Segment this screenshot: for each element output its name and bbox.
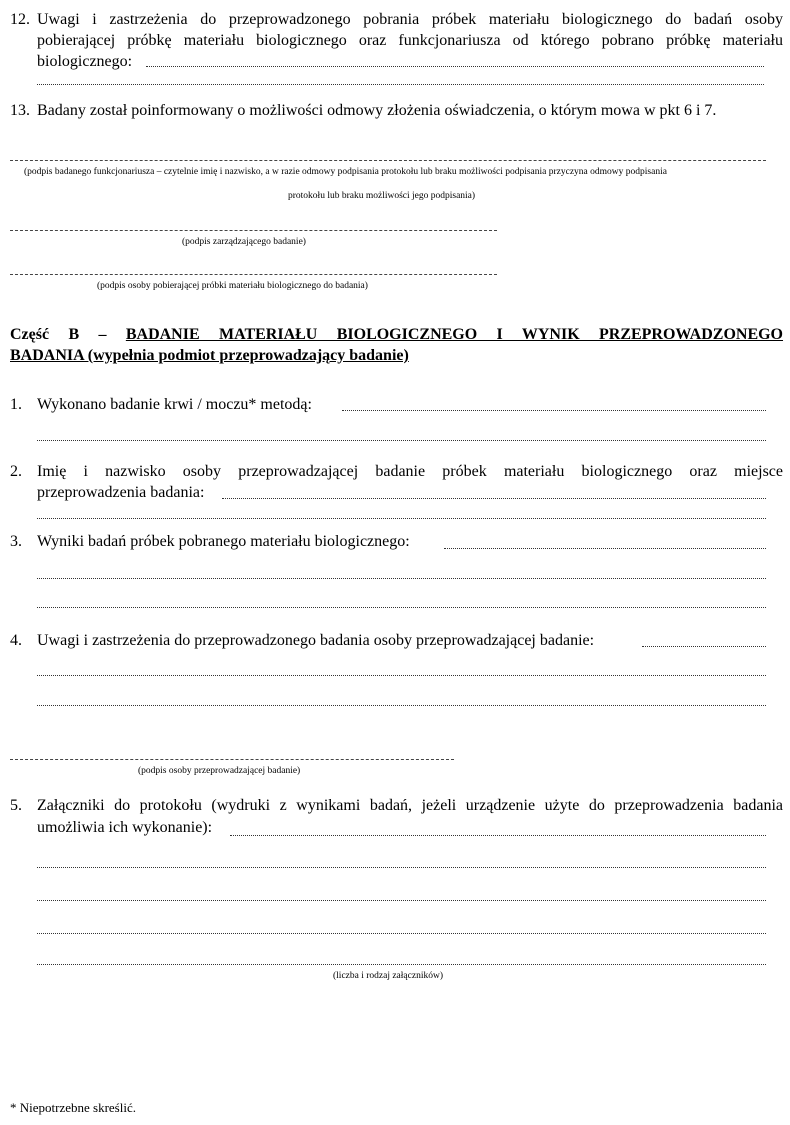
sig-sampler-caption: (podpis osoby pobierającej próbki materiału biologicznego do badania) <box>97 281 368 291</box>
sig-examined-caption-1: (podpis badanego funkcjonariusza – czytelnie imię i nazwisko, a w razie odmowy podpisania protokołu lub braku możliwości podpisania przyczyna odmowy podpisania <box>24 167 667 177</box>
item-12-line-2: pobierającej próbkę materiału biologicznego oraz funkcjonariusza od którego pobrano próbkę materiału <box>37 32 783 49</box>
item-b2-line-1: Imię i nazwisko osoby przeprowadzającej badanie próbek materiału biologicznego oraz miejsce <box>37 463 783 480</box>
item-12-fill-line-2[interactable] <box>37 84 764 85</box>
item-b1-number: 1. <box>10 396 22 413</box>
item-b5-fill-line-2[interactable] <box>37 867 766 868</box>
item-b2-line-2: przeprowadzenia badania: <box>37 484 205 501</box>
item-b5-line-2: umożliwia ich wykonanie): <box>37 819 213 836</box>
part-b-title-1: BADANIE MATERIAŁU BIOLOGICZNEGO I WYNIK PRZEPROWADZONEGO <box>125 326 784 343</box>
item-b4-text: Uwagi i zastrzeżenia do przeprowadzonego badania osoby przeprowadzającej badanie: <box>37 632 595 649</box>
item-12-line-3: biologicznego: <box>37 53 133 70</box>
item-12-line-1: Uwagi i zastrzeżenia do przeprowadzonego pobrania próbek materiału biologicznego do badań osoby <box>37 11 783 28</box>
item-b2-number: 2. <box>10 463 22 480</box>
item-b4-fill-line-2[interactable] <box>37 675 766 676</box>
item-b4-number: 4. <box>10 632 22 649</box>
item-13-text: Badany został poinformowany o możliwości odmowy złożenia oświadczenia, o którym mowa w pkt 6 i 7. <box>37 102 717 119</box>
item-b3-fill-line-2[interactable] <box>37 578 766 579</box>
item-b1-fill-line-2[interactable] <box>37 440 766 441</box>
item-b4-fill-line[interactable] <box>642 646 766 647</box>
attachments-caption: (liczba i rodzaj załączników) <box>333 971 443 981</box>
item-b1-text: Wykonano badanie krwi / moczu* metodą: <box>37 396 312 413</box>
item-13-number: 13. <box>10 102 30 119</box>
footnote: * Niepotrzebne skreślić. <box>10 1100 136 1115</box>
sig-manager-caption: (podpis zarządzającego badanie) <box>182 237 306 247</box>
sig-manager-line[interactable] <box>10 230 497 231</box>
sig-examined-line[interactable] <box>10 160 766 161</box>
item-b5-number: 5. <box>10 797 22 814</box>
item-12-number: 12. <box>10 11 30 28</box>
item-b5-fill-line-3[interactable] <box>37 900 766 901</box>
item-b2-fill-line-2[interactable] <box>37 518 766 519</box>
item-b4-fill-line-3[interactable] <box>37 705 766 706</box>
item-b3-text: Wyniki badań próbek pobranego materiału biologicznego: <box>37 533 410 550</box>
sig-examined-caption-2: protokołu lub braku możliwości jego podpisania) <box>288 191 476 201</box>
sig-examiner-caption: (podpis osoby przeprowadzającej badanie) <box>138 766 301 776</box>
item-b3-number: 3. <box>10 533 22 550</box>
item-b3-fill-line[interactable] <box>444 548 766 549</box>
item-b1-fill-line[interactable] <box>342 410 766 411</box>
part-b-heading-line-1 <box>10 325 783 345</box>
item-b3-fill-line-3[interactable] <box>37 607 766 608</box>
item-b5-fill-line-5[interactable] <box>37 964 766 965</box>
sig-examiner-line[interactable] <box>10 759 454 760</box>
part-b-heading-line-2: BADANIA (wypełnia podmiot przeprowadzający badanie) <box>10 347 409 364</box>
item-b5-fill-line-4[interactable] <box>37 933 766 934</box>
sig-sampler-line[interactable] <box>10 274 497 275</box>
item-b5-line-1: Załączniki do protokołu (wydruki z wynikami badań, jeżeli urządzenie użyte do przeprowadzenia badania <box>37 797 783 814</box>
item-b5-fill-line[interactable] <box>230 835 766 836</box>
item-12-fill-line[interactable] <box>146 66 764 67</box>
part-b-prefix: Część B – <box>10 326 107 343</box>
item-b2-fill-line[interactable] <box>222 498 766 499</box>
